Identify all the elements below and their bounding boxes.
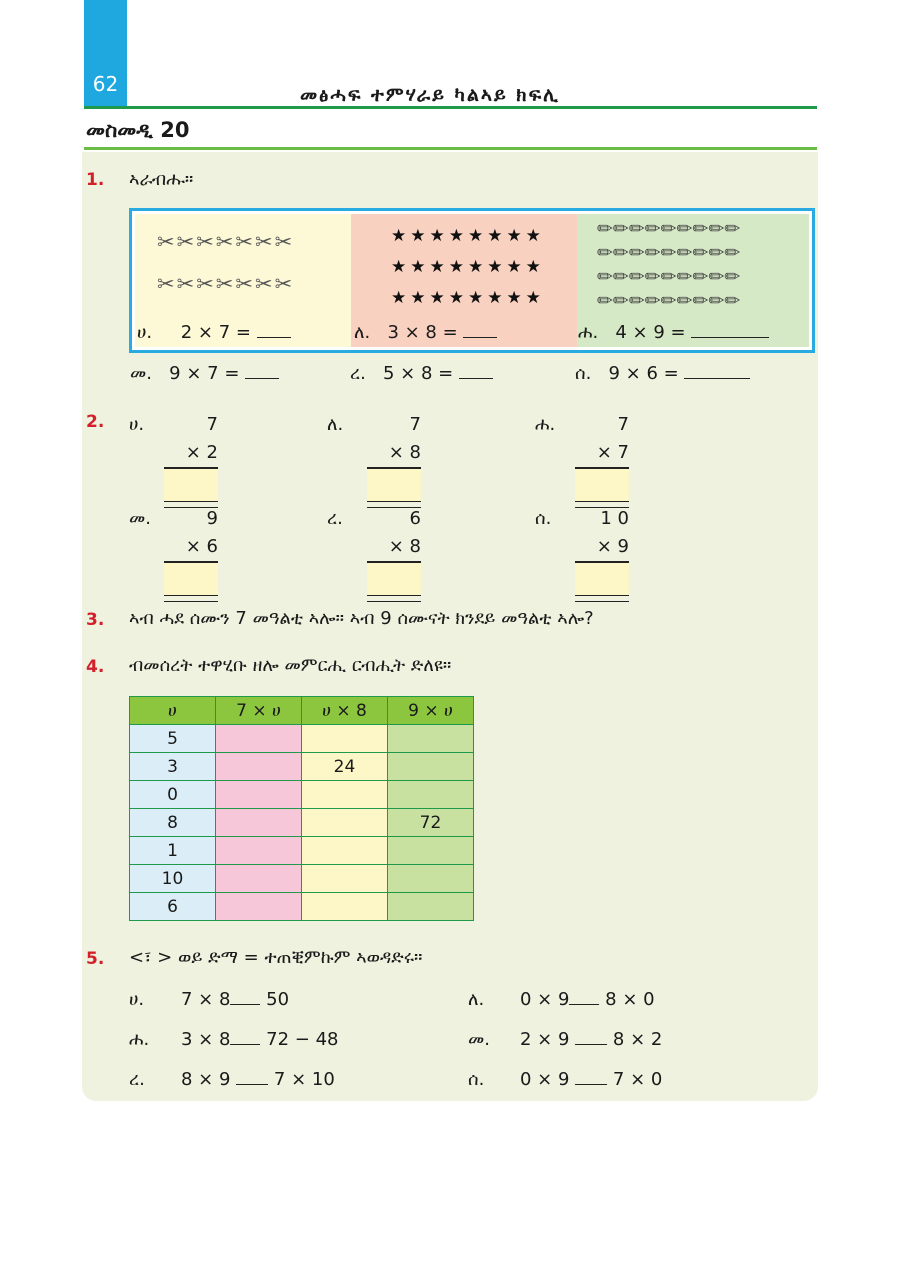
item-expression: 2 × 7 = — [180, 322, 251, 343]
double-underline — [575, 595, 629, 602]
table-cell[interactable] — [216, 865, 302, 893]
multiplier: × 9 — [596, 536, 629, 557]
section-divider — [84, 147, 817, 150]
item-label: ለ. — [327, 414, 344, 435]
q1-item-f — [575, 363, 750, 384]
column-header: 9 × ሀ — [388, 697, 474, 725]
q1-item-e — [350, 363, 493, 384]
item-label: ሀ. — [129, 414, 145, 435]
item-label: ረ. — [327, 508, 343, 529]
question-4-instruction: ብመሰረት ተዋሂቡ ዘሎ መምርሒ ርብሒት ድለዩ። — [129, 655, 452, 676]
item-label: ረ. — [350, 363, 366, 384]
double-underline — [164, 595, 218, 602]
question-5-number: 5. — [86, 949, 105, 969]
table-cell: 8 — [130, 809, 216, 837]
table-cell[interactable] — [216, 809, 302, 837]
answer-blank[interactable] — [459, 364, 493, 379]
table-cell: 1 — [130, 837, 216, 865]
table-row — [130, 865, 474, 893]
answer-blank[interactable] — [245, 364, 279, 379]
pencil-icon: ✏✏✏✏✏✏✏✏✏ — [597, 242, 741, 264]
question-1-number: 1. — [86, 170, 105, 190]
multiplier: × 8 — [388, 442, 421, 463]
section-title: መስመዲ 20 — [86, 118, 190, 142]
table-cell: 6 — [130, 893, 216, 921]
table-row — [130, 753, 474, 781]
table-cell: 24 — [302, 753, 388, 781]
item-label: ለ. — [468, 989, 485, 1010]
table-cell: 3 — [130, 753, 216, 781]
question-4-number: 4. — [86, 657, 105, 677]
answer-box[interactable] — [575, 563, 629, 595]
table-row — [130, 893, 474, 921]
answer-box[interactable] — [575, 469, 629, 501]
multiplier: × 8 — [388, 536, 421, 557]
item-expression: 5 × 8 = — [382, 363, 454, 384]
table-cell[interactable] — [216, 893, 302, 921]
item-expression: 3 × 8 = — [387, 322, 458, 343]
table-cell[interactable] — [302, 809, 388, 837]
answer-blank[interactable] — [236, 1070, 268, 1085]
right-expression: 72 − 48 — [266, 1029, 339, 1050]
table-cell: 10 — [130, 865, 216, 893]
answer-box[interactable] — [164, 469, 218, 501]
answer-box[interactable] — [367, 563, 421, 595]
q5-item-a — [129, 989, 289, 1010]
q1-item-a — [137, 322, 291, 343]
column-header: 7 × ሀ — [216, 697, 302, 725]
multiplicand: 9 — [206, 508, 218, 529]
table-cell[interactable] — [388, 725, 474, 753]
answer-blank[interactable] — [691, 323, 769, 338]
question-2-number: 2. — [86, 412, 105, 432]
table-cell[interactable] — [388, 837, 474, 865]
left-expression: 2 × 9 — [520, 1029, 570, 1050]
answer-blank[interactable] — [575, 1030, 607, 1045]
left-expression: 0 × 9 — [520, 1069, 570, 1090]
star-icon: ★★★★★★★★ — [391, 257, 545, 277]
double-underline — [164, 501, 218, 508]
q5-item-f — [468, 1069, 662, 1090]
right-expression: 8 × 0 — [605, 989, 655, 1010]
item-label: ሰ. — [535, 508, 552, 529]
q5-item-b — [468, 989, 655, 1010]
q1-item-d — [130, 363, 279, 384]
item-expression: 9 × 6 = — [608, 363, 679, 384]
double-underline — [367, 595, 421, 602]
answer-box[interactable] — [164, 563, 218, 595]
table-cell[interactable] — [216, 837, 302, 865]
table-cell: 72 — [388, 809, 474, 837]
table-cell[interactable] — [216, 781, 302, 809]
left-expression: 8 × 9 — [181, 1069, 231, 1090]
picture-groups-box — [129, 208, 815, 353]
right-expression: 7 × 0 — [612, 1069, 663, 1090]
item-expression: 4 × 9 = — [615, 322, 686, 343]
double-underline — [367, 501, 421, 508]
table-cell[interactable] — [302, 893, 388, 921]
answer-blank[interactable] — [569, 990, 599, 1005]
answer-blank[interactable] — [257, 323, 291, 338]
multiplier: × 7 — [596, 442, 629, 463]
q1-item-b — [354, 322, 497, 343]
left-expression: 7 × 8 — [181, 989, 231, 1010]
question-1-instruction: ኣራብሑ። — [129, 169, 194, 190]
answer-blank[interactable] — [230, 1030, 260, 1045]
item-label: መ. — [129, 508, 151, 529]
table-cell[interactable] — [302, 725, 388, 753]
table-cell[interactable] — [388, 893, 474, 921]
answer-blank[interactable] — [230, 990, 260, 1005]
multiplicand: 7 — [409, 414, 421, 435]
scissors-icon: ✂✂✂✂✂✂✂ — [157, 230, 295, 254]
star-icon: ★★★★★★★★ — [391, 226, 545, 246]
answer-blank[interactable] — [575, 1070, 607, 1085]
left-expression: 3 × 8 — [181, 1029, 231, 1050]
pencil-icon: ✏✏✏✏✏✏✏✏✏ — [597, 290, 741, 312]
item-label: ሰ. — [575, 363, 592, 384]
table-cell: 5 — [130, 725, 216, 753]
multiplicand: 6 — [409, 508, 421, 529]
table-header-row — [130, 697, 474, 725]
multiplier: × 6 — [185, 536, 218, 557]
right-expression: 7 × 10 — [273, 1069, 335, 1090]
vertical-multiplication — [567, 508, 637, 688]
double-underline — [575, 501, 629, 508]
table-cell[interactable] — [302, 781, 388, 809]
table-cell[interactable] — [216, 753, 302, 781]
right-expression: 50 — [266, 989, 290, 1010]
item-label: ሰ. — [468, 1069, 485, 1090]
q5-item-e — [129, 1069, 335, 1090]
table-cell: 0 — [130, 781, 216, 809]
table-row — [130, 837, 474, 865]
table-cell[interactable] — [302, 837, 388, 865]
question-3-number: 3. — [86, 610, 105, 630]
table-row — [130, 781, 474, 809]
pencil-icon: ✏✏✏✏✏✏✏✏✏ — [597, 218, 741, 240]
header-divider — [84, 106, 817, 109]
table-cell[interactable] — [216, 725, 302, 753]
page-number: 62 — [92, 72, 119, 96]
q5-item-c — [129, 1029, 339, 1050]
column-header: ሀ × 8 — [302, 697, 388, 725]
q5-item-d — [468, 1029, 662, 1050]
column-header: ሀ — [130, 697, 216, 725]
item-expression: 9 × 7 = — [169, 363, 240, 384]
item-label: ሀ. — [137, 322, 153, 343]
question-3-text: ኣብ ሓደ ሰሙን 7 መዓልቲ ኣሎ። ኣብ 9 ሰሙናት ክንደይ መዓልቲ ኣሎ? — [129, 608, 594, 629]
item-label: ሐ. — [129, 1029, 150, 1050]
table-row — [130, 809, 474, 837]
scissors-icon: ✂✂✂✂✂✂✂ — [157, 272, 295, 296]
table-row — [130, 725, 474, 753]
answer-blank[interactable] — [463, 323, 497, 338]
table-cell[interactable] — [388, 781, 474, 809]
multiplication-table — [129, 696, 474, 921]
table-cell[interactable] — [388, 865, 474, 893]
table-cell[interactable] — [388, 753, 474, 781]
question-5-instruction: <፣ > ወይ ድማ = ተጠቒምኩም ኣወዳድሩ። — [129, 947, 423, 968]
pencil-icon: ✏✏✏✏✏✏✏✏✏ — [597, 266, 741, 288]
multiplicand: 7 — [617, 414, 629, 435]
item-label: ለ. — [354, 322, 371, 343]
item-label: ሀ. — [129, 989, 145, 1010]
multiplicand: 1 0 — [600, 508, 629, 529]
left-expression: 0 × 9 — [520, 989, 570, 1010]
answer-box[interactable] — [367, 469, 421, 501]
item-label: መ. — [130, 363, 152, 384]
answer-blank[interactable] — [684, 364, 750, 379]
item-label: መ. — [468, 1029, 490, 1050]
star-icon: ★★★★★★★★ — [391, 288, 545, 308]
multiplier: × 2 — [185, 442, 218, 463]
q1-item-c — [578, 322, 769, 343]
item-label: ረ. — [129, 1069, 145, 1090]
table-cell[interactable] — [302, 865, 388, 893]
item-label: ሐ. — [578, 322, 599, 343]
right-expression: 8 × 2 — [612, 1029, 663, 1050]
multiplicand: 7 — [206, 414, 218, 435]
item-label: ሐ. — [535, 414, 556, 435]
book-title: መፅሓፍ ተምሃራይ ካልኣይ ክፍሊ — [300, 84, 560, 106]
